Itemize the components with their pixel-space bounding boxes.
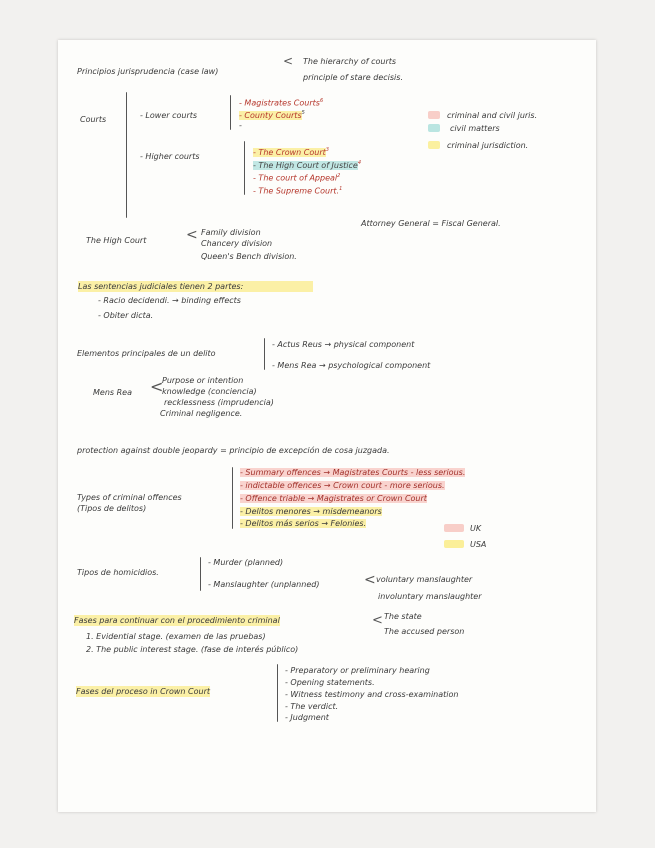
legend-item: criminal jurisdiction.	[447, 141, 529, 150]
crown-item: - The verdict.	[285, 702, 339, 711]
legend-item: criminal and civil juris.	[447, 111, 538, 120]
higher-court-item: - The Supreme Court.$^1$	[253, 186, 343, 196]
branch-icon: <	[283, 54, 294, 68]
principios-item: The hierarchy of courts	[303, 57, 397, 66]
high-court-item: Family division	[201, 228, 261, 237]
types-label: Types of criminal offences	[77, 493, 182, 502]
mens-rea-label: Mens Rea	[93, 388, 132, 397]
manslaughter-type: involuntary manslaughter	[378, 592, 482, 601]
legend-swatch-uk	[444, 524, 464, 532]
legend-usa: USA	[470, 540, 487, 549]
branch-icon: <	[186, 227, 198, 243]
double-jeopardy-note: protection against double jeopardy = principio de excepción de cosa juzgada.	[77, 446, 390, 455]
legend-item: civil matters	[450, 124, 500, 133]
elementos-item: - Mens Rea → psychological component	[272, 361, 431, 370]
legend-swatch-teal	[428, 124, 440, 132]
legend-swatch-usa	[444, 540, 464, 548]
offence-item: - indictable offences → Crown court - more serious.	[240, 481, 445, 490]
homicidios-brace	[200, 557, 201, 591]
fases-item: 2. The public interest stage. (fase de interés público)	[86, 645, 299, 654]
fases-branch: The state	[384, 612, 422, 621]
higher-court-item: - The court of Appeal$^2$	[253, 173, 341, 183]
fases-heading: Fases para continuar con el procedimiento criminal	[74, 616, 280, 625]
manslaughter-type: voluntary manslaughter	[376, 575, 473, 584]
sentencias-heading: Las sentencias judiciales tienen 2 partes:	[78, 281, 313, 292]
principios-item: principle of stare decisis.	[303, 73, 403, 82]
homicidios-label: Tipos de homicidios.	[77, 568, 159, 577]
lower-courts-brace	[230, 95, 231, 130]
mens-rea-item: recklessness (imprudencia)	[164, 398, 274, 407]
legend-swatch-pink	[428, 111, 440, 119]
crown-item: - Preparatory or preliminary hearing	[285, 666, 430, 675]
high-court-item: Chancery division	[201, 239, 273, 248]
fases-item: 1. Evidential stage. (examen de las pruebas)	[86, 632, 266, 641]
attorney-note: Attorney General = Fiscal General.	[361, 219, 501, 228]
offence-item: - Delitos más serios → Felonies.	[240, 519, 367, 528]
higher-court-item: - The Crown Court$^3$	[253, 147, 329, 157]
mens-rea-item: Purpose or intention	[162, 376, 244, 385]
lower-courts-label: - Lower courts	[140, 111, 198, 120]
homicidio-item: - Manslaughter (unplanned)	[208, 580, 320, 589]
sentencias-item: - Obiter dicta.	[98, 311, 154, 320]
offence-item: - Delitos menores → misdemeanors	[240, 507, 382, 516]
elementos-item: - Actus Reus → physical component	[272, 340, 415, 349]
lower-court-item: - Magistrates Courts$^6$	[239, 98, 324, 108]
crown-item: - Witness testimony and cross-examination	[285, 690, 459, 699]
crown-label: Fases del proceso in Crown Court	[76, 687, 210, 696]
elementos-brace	[264, 338, 265, 370]
crown-item: - Opening statements.	[285, 678, 375, 687]
branch-icon: <	[372, 613, 383, 628]
lower-court-item: -	[239, 121, 242, 130]
offence-item: - Summary offences → Magistrates Courts - less serious.	[240, 468, 466, 477]
fases-branch: The accused person	[384, 627, 465, 636]
legend-swatch-yellow	[428, 141, 440, 149]
types-brace	[232, 467, 233, 529]
higher-courts-brace	[244, 141, 245, 195]
crown-brace	[277, 664, 278, 722]
types-label-es: (Tipos de delitos)	[77, 504, 147, 513]
sentencias-item: - Racio decidendi. → binding effects	[98, 296, 241, 305]
mens-rea-item: Criminal negligence.	[160, 409, 243, 418]
elementos-label: Elementos principales de un delito	[77, 349, 216, 358]
branch-icon: <	[364, 572, 376, 588]
branch-icon: <	[150, 377, 164, 396]
high-court-item: Queen's Bench division.	[201, 252, 297, 261]
mens-rea-item: knowledge (conciencia)	[162, 387, 257, 396]
higher-court-item: - The High Court of Justice$^4$	[253, 160, 362, 170]
higher-courts-label: - Higher courts	[140, 152, 200, 161]
crown-item: - Judgment	[285, 713, 329, 722]
high-court-label: The High Court	[86, 236, 147, 245]
courts-brace	[126, 92, 127, 218]
legend-uk: UK	[470, 524, 482, 533]
offence-item: - Offence triable → Magistrates or Crown Court	[240, 494, 427, 503]
homicidio-item: - Murder (planned)	[208, 558, 284, 567]
principios-label: Principios jurisprudencia (case law)	[77, 67, 219, 76]
courts-label: Courts	[80, 115, 107, 124]
lower-court-item: - County Courts$^5$	[239, 110, 305, 120]
